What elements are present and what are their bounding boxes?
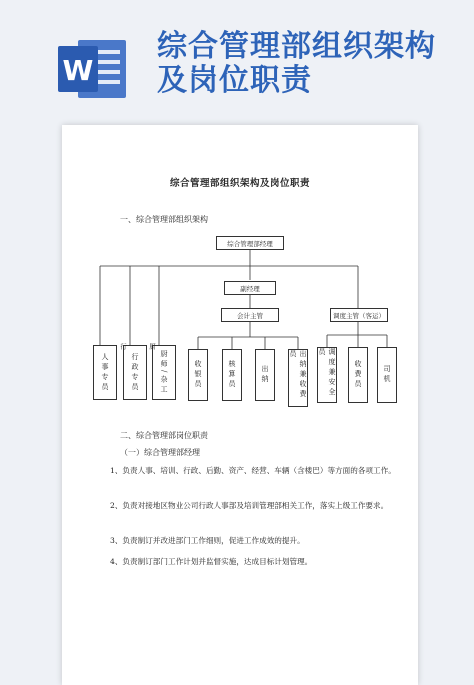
org-node-admin-specialist: 行政专员 <box>123 345 147 400</box>
word-icon <box>56 38 128 100</box>
document-title: 综合管理部组织架构及岗位职责 <box>169 178 310 189</box>
banner-title: 综合管理部组织架构及岗位职责 <box>157 29 436 98</box>
duty-item: 4、负责制订部门工作计划并监督实施，达成目标计划管理。 <box>110 557 313 566</box>
org-node-dispatcher-clerk: 调度兼安全员 <box>317 347 337 403</box>
org-node-cashier: 收银员 <box>188 349 208 401</box>
org-node-accounting-supervisor: 会计主管 <box>221 308 279 322</box>
org-side-label-a: 行 <box>119 343 127 352</box>
banner <box>0 0 474 118</box>
org-node-fare-collector: 收费员 <box>348 347 368 403</box>
org-node-dispatch-supervisor: 调度主管（客运） <box>330 308 388 322</box>
duty-item: 1、负责人事、培训、行政、后勤、资产、经营、车辆（含楼巴）等方面的各项工作。 <box>110 466 396 475</box>
section-heading-org: 一、综合管理部组织架构 <box>120 215 208 224</box>
duty-item: 2、负责对接地区物业公司行政人事部及培训管理部相关工作，落实上级工作要求。 <box>110 501 389 510</box>
org-node-chef-handyman: 厨师/杂工 <box>152 345 176 400</box>
org-node-teller: 出纳 <box>255 349 275 401</box>
org-node-deputy: 副经理 <box>224 281 276 295</box>
section-heading-duties: 二、综合管理部岗位职责 <box>120 431 208 440</box>
duty-item: 3、负责制订并改进部门工作细则，促进工作成效的提升。 <box>110 536 305 545</box>
org-node-collection-staff: 出纳兼收费员 <box>288 349 308 407</box>
svg-text:W: W <box>62 54 94 87</box>
org-side-label-b: 厨 <box>148 343 156 352</box>
org-node-driver: 司机 <box>377 347 397 403</box>
org-node-manager: 综合管理部经理 <box>216 236 284 250</box>
document-page <box>62 125 418 685</box>
org-node-clerk: 核算员 <box>222 349 242 401</box>
sub-heading-manager: （一）综合管理部经理 <box>120 448 200 457</box>
org-node-hr-specialist: 人事专员 <box>93 345 117 400</box>
